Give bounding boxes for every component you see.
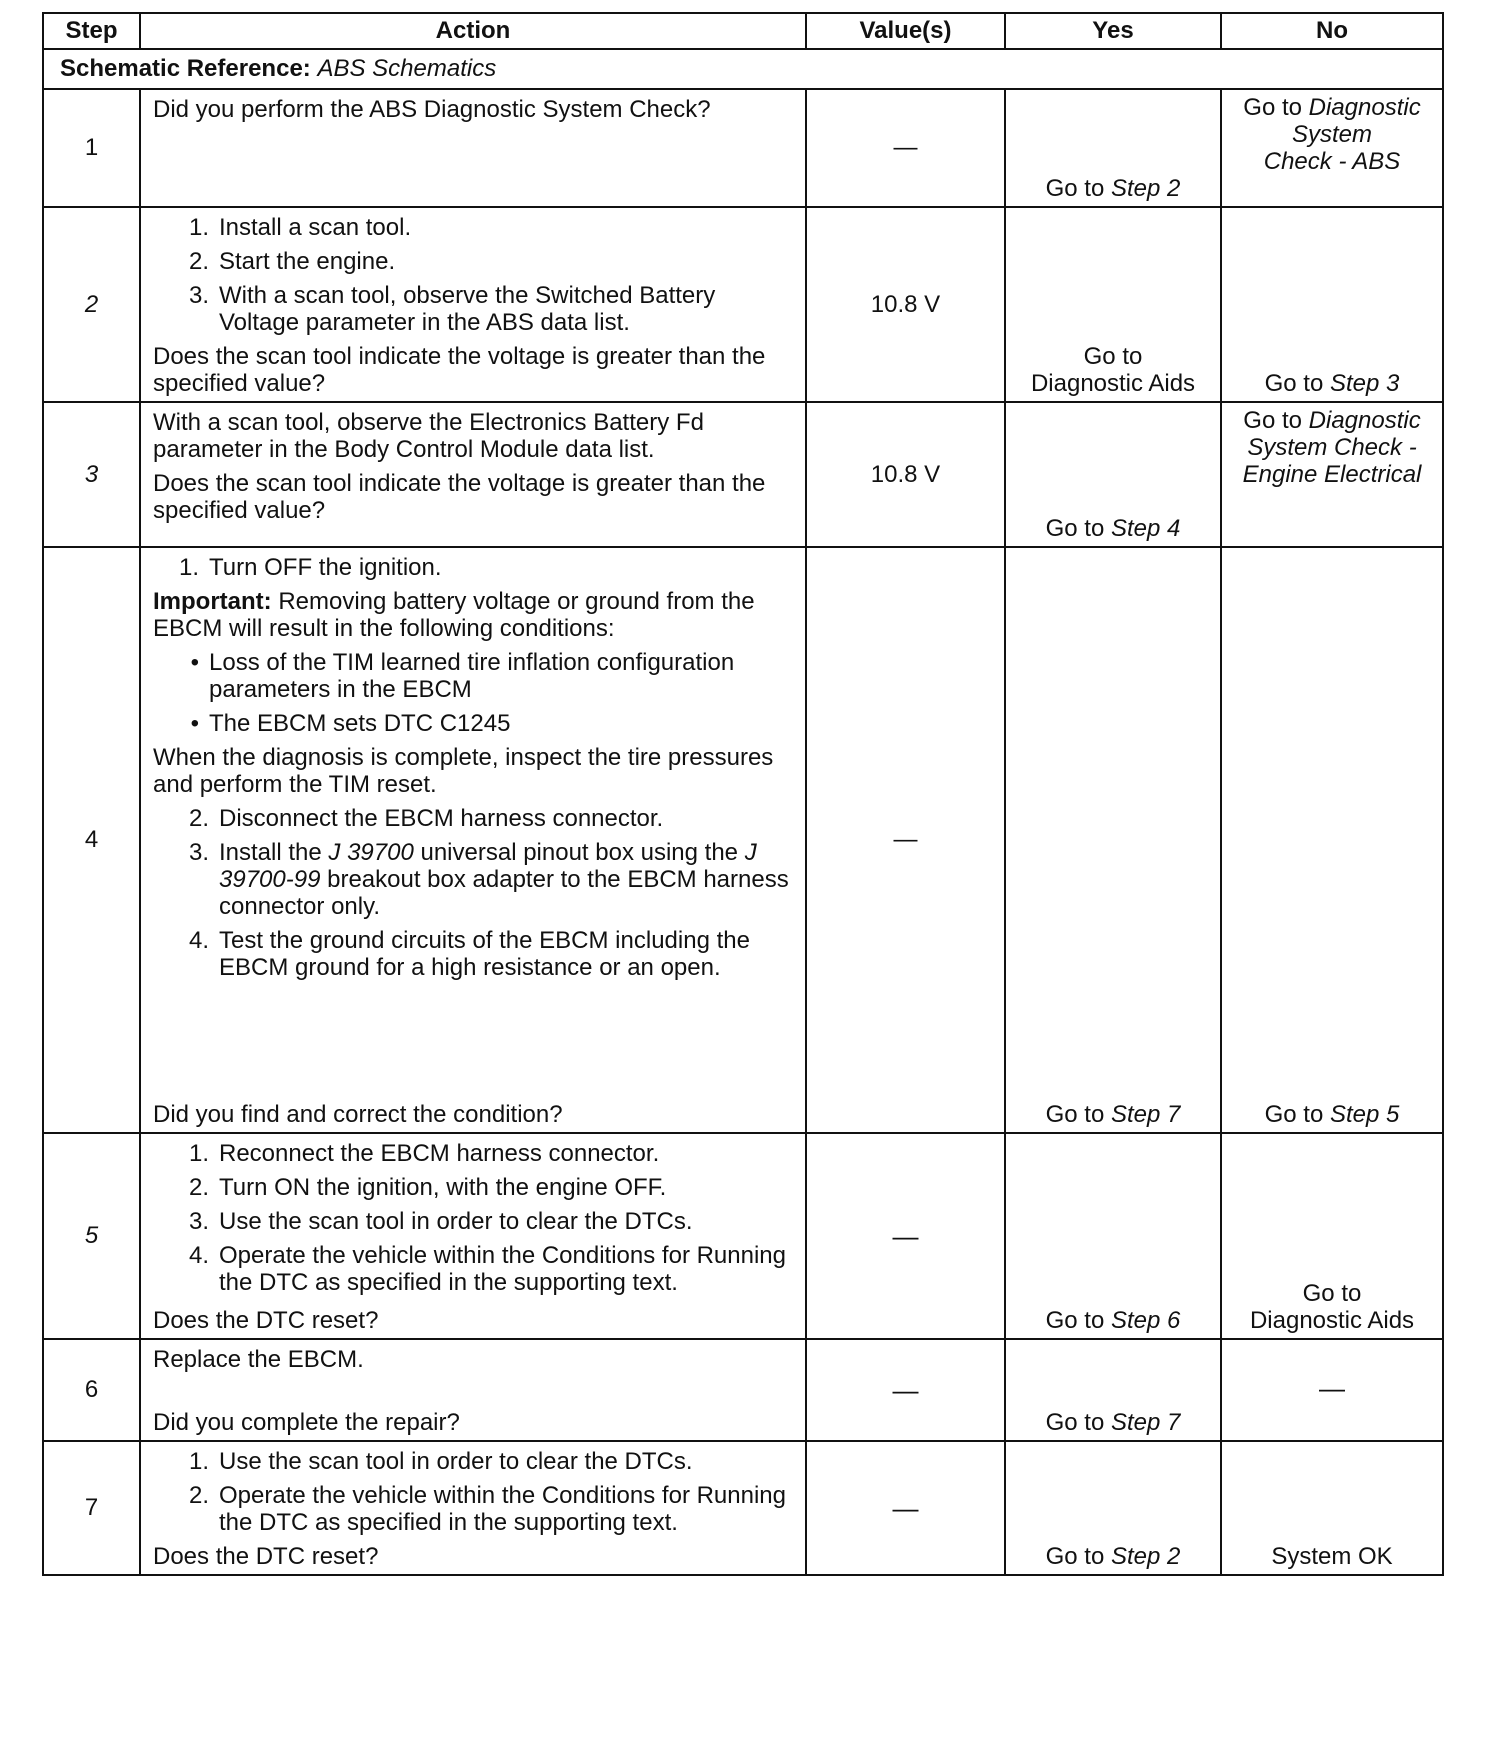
action-cell bbox=[140, 89, 806, 207]
no-link[interactable]: Go to Diagnostic Aids bbox=[1249, 1280, 1415, 1334]
no-cell: System OK bbox=[1221, 1441, 1443, 1575]
schematic-reference-label: Schematic Reference: bbox=[60, 55, 311, 82]
tool-reference: J 39700 bbox=[328, 839, 414, 866]
action-text: Replace the EBCM. bbox=[153, 1346, 364, 1373]
yes-step-link[interactable]: Step 6 bbox=[1110, 1307, 1181, 1334]
action-question: Did you perform the ABS Diagnostic System Check? bbox=[153, 96, 711, 123]
step-number: 1 bbox=[43, 89, 140, 207]
yes-cell[interactable] bbox=[1005, 547, 1221, 1133]
no-link-line3[interactable]: Check - ABS bbox=[1263, 148, 1401, 175]
yes-prefix: Go to bbox=[1045, 1101, 1105, 1128]
step-number: 3 bbox=[43, 402, 140, 547]
header-step: Step bbox=[43, 13, 140, 49]
schematic-reference-row bbox=[43, 49, 1443, 89]
list-item: 2. Turn ON the ignition, with the engine OFF. bbox=[188, 1174, 667, 1201]
no-cell[interactable] bbox=[1221, 547, 1443, 1133]
action-question: Did you find and correct the condition? bbox=[153, 1101, 563, 1128]
value-cell: — bbox=[806, 547, 1005, 1133]
step-row-1 bbox=[43, 89, 1443, 207]
action-cell bbox=[140, 1339, 806, 1441]
list-item: 2. Start the engine. bbox=[188, 248, 396, 275]
no-prefix: Go to bbox=[1264, 370, 1324, 397]
yes-prefix: Go to bbox=[1045, 1409, 1105, 1436]
list-item: 4. Test the ground circuits of the EBCM including the EBCM ground for a high resistance or an open. bbox=[188, 927, 750, 981]
list-item: 3. With a scan tool, observe the Switched Battery Voltage parameter in the ABS data list. bbox=[188, 282, 716, 336]
value-cell: 10.8 V bbox=[806, 402, 1005, 547]
list-item: 1. Reconnect the EBCM harness connector. bbox=[188, 1140, 660, 1167]
step-number: 2 bbox=[43, 207, 140, 402]
header-no: No bbox=[1221, 13, 1443, 49]
yes-step-link[interactable]: Step 4 bbox=[1110, 515, 1181, 542]
action-cell bbox=[140, 207, 806, 402]
step-row-2 bbox=[43, 207, 1443, 402]
step-number: 6 bbox=[43, 1339, 140, 1441]
no-cell[interactable] bbox=[1221, 1133, 1443, 1339]
schematic-reference bbox=[43, 49, 1443, 89]
header-yes: Yes bbox=[1005, 13, 1221, 49]
yes-cell[interactable] bbox=[1005, 402, 1221, 547]
yes-step-link[interactable]: Step 2 bbox=[1110, 175, 1181, 202]
yes-prefix: Go to bbox=[1045, 1307, 1105, 1334]
yes-cell[interactable] bbox=[1005, 207, 1221, 402]
step-row-6 bbox=[43, 1339, 1443, 1441]
header-values: Value(s) bbox=[806, 13, 1005, 49]
yes-link[interactable]: Go to Diagnostic Aids bbox=[1030, 343, 1196, 397]
diagnostic-table bbox=[42, 12, 1444, 1576]
no-prefix: Go to bbox=[1264, 1101, 1324, 1128]
important-note: Important: Removing battery voltage or ground from the EBCM will result in the following conditions: bbox=[153, 588, 755, 642]
bullet-item: • The EBCM sets DTC C1245 bbox=[190, 710, 511, 737]
action-question: Does the scan tool indicate the voltage is greater than the specified value? bbox=[153, 470, 766, 524]
value-cell: — bbox=[806, 1441, 1005, 1575]
list-item: 2. Operate the vehicle within the Conditions for Running the DTC as specified in the supporting text. bbox=[188, 1482, 786, 1536]
header-row bbox=[43, 13, 1443, 49]
action-text: With a scan tool, observe the Electronics Battery Fd parameter in the Body Control Module data list. bbox=[153, 409, 704, 463]
important-label: Important: bbox=[153, 588, 272, 615]
no-step-link[interactable]: Step 5 bbox=[1329, 1101, 1400, 1128]
step-row-7 bbox=[43, 1441, 1443, 1575]
action-question: Does the DTC reset? bbox=[153, 1543, 379, 1570]
step-row-3 bbox=[43, 402, 1443, 547]
no-cell[interactable] bbox=[1221, 207, 1443, 402]
list-item: 1. Use the scan tool in order to clear the DTCs. bbox=[188, 1448, 693, 1475]
no-prefix: Go to bbox=[1243, 94, 1302, 121]
action-question: Does the DTC reset? bbox=[153, 1307, 379, 1334]
value-cell: — bbox=[806, 1133, 1005, 1339]
yes-prefix: Go to bbox=[1045, 515, 1105, 542]
no-link-line1[interactable]: Diagnostic bbox=[1308, 407, 1421, 434]
yes-cell[interactable] bbox=[1005, 89, 1221, 207]
no-link-line3[interactable]: Engine Electrical bbox=[1242, 461, 1422, 488]
value-cell: — bbox=[806, 1339, 1005, 1441]
no-link-line2[interactable]: System bbox=[1291, 121, 1372, 148]
step-number: 7 bbox=[43, 1441, 140, 1575]
action-question: Does the scan tool indicate the voltage is greater than the specified value? bbox=[153, 343, 766, 397]
yes-step-link[interactable]: Step 2 bbox=[1110, 1543, 1181, 1570]
step-number: 5 bbox=[43, 1133, 140, 1339]
yes-prefix: Go to bbox=[1045, 1543, 1105, 1570]
no-step-link[interactable]: Step 3 bbox=[1329, 370, 1400, 397]
action-cell bbox=[140, 402, 806, 547]
yes-step-link[interactable]: Step 7 bbox=[1110, 1409, 1181, 1436]
header-action: Action bbox=[140, 13, 806, 49]
step-row-4 bbox=[43, 547, 1443, 1133]
yes-cell[interactable] bbox=[1005, 1133, 1221, 1339]
action-cell bbox=[140, 1133, 806, 1339]
step-row-5 bbox=[43, 1133, 1443, 1339]
list-item: 1. Turn OFF the ignition. bbox=[178, 554, 442, 581]
no-cell: — bbox=[1221, 1339, 1443, 1441]
list-item: 4. Operate the vehicle within the Conditions for Running the DTC as specified in the supporting text. bbox=[188, 1242, 786, 1296]
yes-cell[interactable] bbox=[1005, 1441, 1221, 1575]
action-question: Did you complete the repair? bbox=[153, 1409, 460, 1436]
no-cell[interactable] bbox=[1221, 89, 1443, 207]
action-cell bbox=[140, 1441, 806, 1575]
no-link-line2[interactable]: System Check - bbox=[1247, 434, 1417, 461]
tool-reference: J 39700-99 bbox=[219, 839, 757, 893]
tim-reset-note: When the diagnosis is complete, inspect the tire pressures and perform the TIM reset. bbox=[153, 744, 774, 798]
no-cell[interactable] bbox=[1221, 402, 1443, 547]
schematic-reference-link[interactable]: ABS Schematics bbox=[317, 55, 497, 82]
step-number: 4 bbox=[43, 547, 140, 1133]
action-cell bbox=[140, 547, 806, 1133]
yes-cell[interactable] bbox=[1005, 1339, 1221, 1441]
yes-step-link[interactable]: Step 7 bbox=[1110, 1101, 1181, 1128]
bullet-item: • Loss of the TIM learned tire inflation configuration parameters in the EBCM bbox=[190, 649, 735, 703]
yes-prefix: Go to bbox=[1045, 175, 1105, 202]
list-item: 2. Disconnect the EBCM harness connector. bbox=[188, 805, 664, 832]
value-cell: 10.8 V bbox=[806, 207, 1005, 402]
diagnostic-table-document bbox=[42, 12, 1442, 1576]
list-item: 3. Install the J 39700 universal pinout box using the J 39700-99 breakout box adapter to the EBCM harness connector only. bbox=[188, 839, 789, 920]
value-cell: — bbox=[806, 89, 1005, 207]
no-link-line1[interactable]: Diagnostic bbox=[1308, 94, 1421, 121]
no-prefix: Go to bbox=[1243, 407, 1302, 434]
list-item: 3. Use the scan tool in order to clear the DTCs. bbox=[188, 1208, 693, 1235]
list-item: 1. Install a scan tool. bbox=[188, 214, 412, 241]
